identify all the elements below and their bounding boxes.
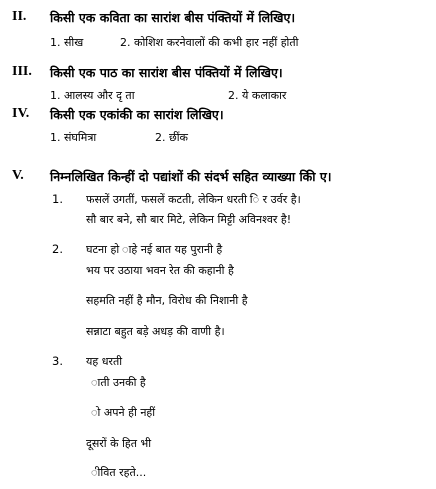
section-number: V. — [12, 168, 24, 183]
section-heading: किसी एक एकांकी का सारांश लिखिए। — [50, 107, 224, 122]
option-item: 1. आलस्य और दृ ता — [50, 89, 135, 102]
option-item: 2. ये कलाकार — [228, 89, 287, 102]
passage-number: 1. — [52, 192, 63, 206]
passage-number: 3. — [52, 354, 63, 368]
passage-line: सहमति नहीं है मौन, विरोध की निशानी है — [86, 294, 248, 307]
section-heading: किसी एक पाठ का सारांश बीस पंक्तियों में लिखिए। — [50, 65, 283, 80]
option-item: 1. संघमित्रा — [50, 131, 97, 144]
passage-line: ो अपने ही नहीं — [91, 406, 156, 419]
passage-line: दूसरों के हित भी — [86, 437, 152, 450]
passage-line: सन्नाटा बहुत बड़े अधड़ की वाणी है। — [86, 325, 225, 338]
passage-line: यह धरती — [86, 355, 123, 368]
section-heading: निम्नलिखित किन्हीं दो पद्यांशों की संदर्भ सहित व्याख्या कीि ए। — [50, 169, 332, 184]
passage-number: 2. — [52, 242, 63, 256]
section-heading: किसी एक कविता का सारांश बीस पंक्तियों में लिखिए। — [50, 10, 296, 25]
passage-line: ीवित रहते... — [91, 466, 147, 479]
option-item: 2. कोशिश करनेवालों की कभी हार नहीं होती — [120, 36, 299, 49]
section-number: III. — [12, 64, 32, 79]
section-number: IV. — [12, 106, 30, 121]
passage-line: फसलें उगतीं, फसलें कटती, लेकिन धरती ि र उर्वर है। — [86, 193, 301, 206]
option-item: 2. छींक — [155, 131, 188, 144]
passage-line: सौ बार बने, सौ बार मिटे, लेकिन मिट्टी अविनश्वर है! — [86, 213, 292, 226]
section-number: II. — [12, 9, 27, 24]
passage-line: घटना हो ाहे नई बात यह पुरानी है — [86, 243, 223, 256]
passage-line: भय पर उठाया भवन रेत की कहानी है — [86, 264, 234, 277]
option-item: 1. सीख — [50, 36, 84, 49]
passage-line: ाती उनकी है — [91, 376, 146, 389]
